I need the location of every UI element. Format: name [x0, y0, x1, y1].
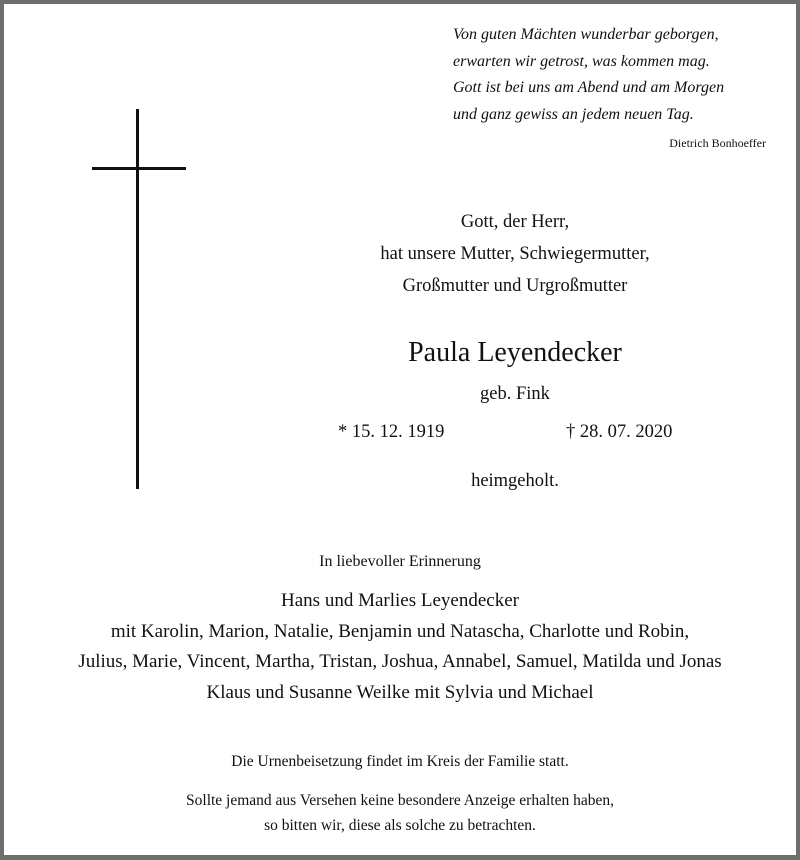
- quote-author: Dietrich Bonhoeffer: [669, 136, 766, 150]
- intro-line: Großmutter und Urgroßmutter: [402, 276, 628, 296]
- cross-vertical-bar: [136, 109, 139, 489]
- memory-heading: In liebevoller Erinnerung: [319, 553, 481, 570]
- bonhoeffer-quote: [453, 22, 783, 128]
- mourners-line: mit Karolin, Marion, Natalie, Benjamin und Natascha, Charlotte und Robin,: [110, 620, 690, 642]
- quote-line: erwarten wir getrost, was kommen mag.: [453, 52, 710, 70]
- mourners-line: Klaus und Susanne Weilke mit Sylvia und Michael: [206, 681, 594, 703]
- deceased-name: Paula Leyendecker: [408, 337, 622, 368]
- quote-line: Gott ist bei uns am Abend und am Morgen: [453, 79, 725, 96]
- mourners-line: Hans und Marlies Leyendecker: [281, 590, 519, 611]
- intro-text: [300, 206, 730, 302]
- mourners-line: Julius, Marie, Vincent, Martha, Tristan, Joshua, Annabel, Samuel, Matilda und Jonas: [78, 651, 722, 672]
- maiden-name: geb. Fink: [480, 384, 550, 404]
- burial-note: Die Urnenbeisetzung findet im Kreis der Familie statt.: [231, 753, 569, 770]
- birth-date: * 15. 12. 1919: [338, 422, 445, 442]
- notice-line: so bitten wir, diese als solche zu betrachten.: [264, 817, 536, 834]
- notice-line: Sollte jemand aus Versehen keine besondere Anzeige erhalten haben,: [186, 792, 614, 809]
- taken-home-text: heimgeholt.: [471, 471, 559, 491]
- intro-line: Gott, der Herr,: [460, 212, 570, 232]
- intro-line: hat unsere Mutter, Schwiegermutter,: [380, 244, 650, 264]
- mourners-list: [0, 586, 800, 708]
- quote-line: und ganz gewiss an jedem neuen Tag.: [453, 105, 694, 123]
- quote-line: Von guten Mächten wunderbar geborgen,: [453, 26, 719, 43]
- notice-text: [0, 788, 800, 838]
- death-date: † 28. 07. 2020: [566, 422, 673, 442]
- cross-horizontal-bar: [92, 167, 186, 170]
